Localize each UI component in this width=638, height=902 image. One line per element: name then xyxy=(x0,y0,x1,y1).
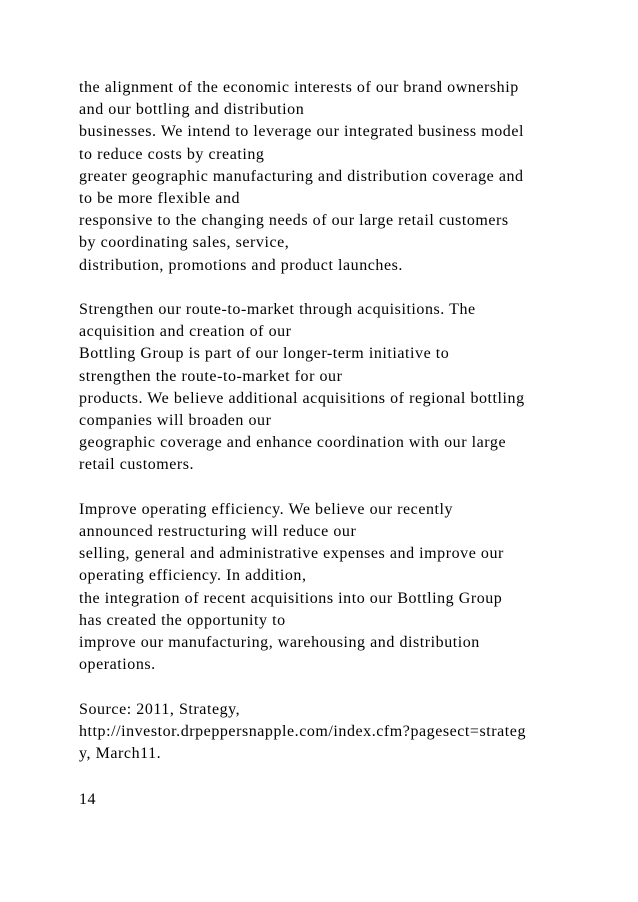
text-line: has created the opportunity to xyxy=(79,611,286,629)
text-line: the integration of recent acquisitions into our Bottling Group xyxy=(79,589,503,607)
paragraph-operating-efficiency xyxy=(79,499,579,677)
text-line: products. We believe additional acquisitions of regional bottling xyxy=(79,389,525,407)
text-line: announced restructuring will reduce our xyxy=(79,523,357,541)
paragraph-brand-integration xyxy=(79,77,579,277)
text-line: to reduce costs by creating xyxy=(79,145,265,163)
text-line: companies will broaden our xyxy=(79,412,272,430)
text-line: greater geographic manufacturing and distribution coverage and xyxy=(79,167,524,185)
text-line: businesses. We intend to leverage our integrated business model xyxy=(79,123,524,141)
text-line: distribution, promotions and product launches. xyxy=(79,256,403,274)
text-line: and our bottling and distribution xyxy=(79,101,305,119)
source-url-line: http://investor.drpeppersnapple.com/index.cfm?pagesect=strateg xyxy=(79,722,526,740)
text-line: geographic coverage and enhance coordination with our large xyxy=(79,434,507,452)
text-line: the alignment of the economic interests of our brand ownership xyxy=(79,79,519,96)
text-line: Improve operating efficiency. We believe our recently xyxy=(79,500,454,518)
text-line: y, March11. xyxy=(79,745,162,763)
text-line: Bottling Group is part of our longer-term initiative to xyxy=(79,345,450,363)
text-line: retail customers. xyxy=(79,456,195,474)
paragraph-route-to-market xyxy=(79,299,579,477)
text-line: Source: 2011, Strategy, xyxy=(79,700,241,718)
text-line: acquisition and creation of our xyxy=(79,323,292,341)
text-line: Strengthen our route-to-market through acquisitions. The xyxy=(79,301,476,319)
text-line: strengthen the route-to-market for our xyxy=(79,367,343,385)
text-line: selling, general and administrative expenses and improve our xyxy=(79,545,504,563)
text-line: operations. xyxy=(79,656,156,674)
text-line: improve our manufacturing, warehousing and distribution xyxy=(79,634,480,652)
text-line: by coordinating sales, service, xyxy=(79,234,290,252)
text-line: responsive to the changing needs of our large retail customers xyxy=(79,212,509,230)
text-line: operating efficiency. In addition, xyxy=(79,567,307,585)
page-number: 14 xyxy=(79,791,97,808)
paragraph-source-citation xyxy=(79,699,579,766)
body-text xyxy=(79,77,579,787)
text-line: to be more flexible and xyxy=(79,190,241,208)
